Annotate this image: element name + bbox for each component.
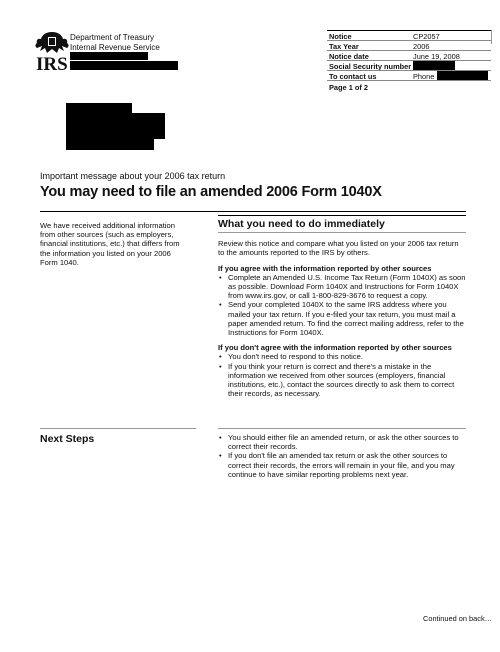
list-item: • You don't need to respond to this notice.	[218, 352, 466, 361]
irs-logo-text: IRS	[36, 54, 68, 75]
notice-label: Notice	[329, 32, 352, 41]
redacted-block	[66, 113, 165, 125]
redacted-block	[70, 61, 178, 70]
contact-value: Phone	[413, 72, 435, 81]
notice-row	[327, 31, 491, 41]
redacted-block	[66, 139, 154, 150]
list-item: • Send your completed 1040X to the same IRS address where you mailed your tax return. If you e-filed your tax return, you must mail a paper amended return. To find the correct mailing address, refer to the Instructions for Form 1040X.	[218, 300, 466, 337]
disagree-list	[218, 352, 466, 398]
continued-note: Continued on back…	[423, 614, 493, 623]
agency-line-2: Internal Revenue Service	[70, 43, 160, 52]
agency-line-1: Department of Treasury	[70, 33, 155, 42]
contact-label: To contact us	[329, 72, 377, 81]
list-item: • Complete an Amended U.S. Income Tax Return (Form 1040X) as soon as possible. Download Form 1040X and Instructions for Form 1040X from www.irs.gov, or call 1-800-829-3676 to request a copy.	[218, 273, 466, 301]
header-divider	[491, 30, 492, 44]
tax-year-row	[327, 41, 491, 51]
next-steps-section	[218, 433, 466, 479]
ssn-label: Social Security number	[329, 62, 412, 71]
redacted-block	[66, 103, 132, 113]
summary-text: We have received additional information from other sources (such as employers, financial institutions, etc.) that differs from the information you listed on your 2006 Form 1040.	[40, 221, 180, 267]
tax-year-label: Tax Year	[329, 42, 359, 51]
page-title: You may need to file an amended 2006 Form 1040X	[40, 184, 382, 200]
agency-name	[70, 33, 160, 53]
page-indicator: Page 1 of 2	[329, 83, 369, 92]
tax-year-value: 2006	[413, 42, 430, 51]
ssn-row	[327, 61, 491, 71]
notice-date-label: Notice date	[329, 52, 369, 61]
section-rule	[218, 215, 466, 216]
redacted-phone	[437, 71, 488, 80]
section-rule	[40, 211, 466, 212]
notice-date-row	[327, 51, 491, 61]
next-steps-title: Next Steps	[40, 433, 95, 445]
redacted-block	[66, 125, 165, 139]
agree-heading: If you agree with the information reported by other sources	[218, 263, 432, 273]
redacted-block	[70, 52, 148, 60]
redacted-ssn	[413, 61, 455, 70]
disagree-heading: If you don't agree with the information reported by other sources	[218, 343, 452, 353]
section-title: What you need to do immediately	[218, 218, 385, 230]
notice-value: CP2057	[413, 32, 440, 41]
notice-date-value: June 19, 2008	[413, 52, 460, 61]
list-item: • You should either file an amended return, or ask the other sources to correct their records.	[218, 433, 466, 451]
list-item: • If you think your return is correct and there's a mistake in the information we received from other sources (employers, financial institutions, etc.), contact the sources directly to ask them to correct their records, as necessary.	[218, 362, 466, 399]
section-rule	[40, 428, 196, 429]
section-rule	[218, 428, 466, 429]
list-item: • If you don't file an amended tax return or ask the other sources to correct their records, the errors will remain in your file, and you may continue to have similar reporting problems next year.	[218, 451, 466, 479]
agree-list	[218, 273, 466, 337]
immediate-actions-section	[218, 220, 466, 398]
section-intro: Review this notice and compare what you listed on your 2006 tax return to the amounts reported to the IRS by others.	[218, 239, 459, 258]
page-subtitle: Important message about your 2006 tax return	[40, 171, 226, 181]
next-steps-list	[218, 433, 466, 479]
